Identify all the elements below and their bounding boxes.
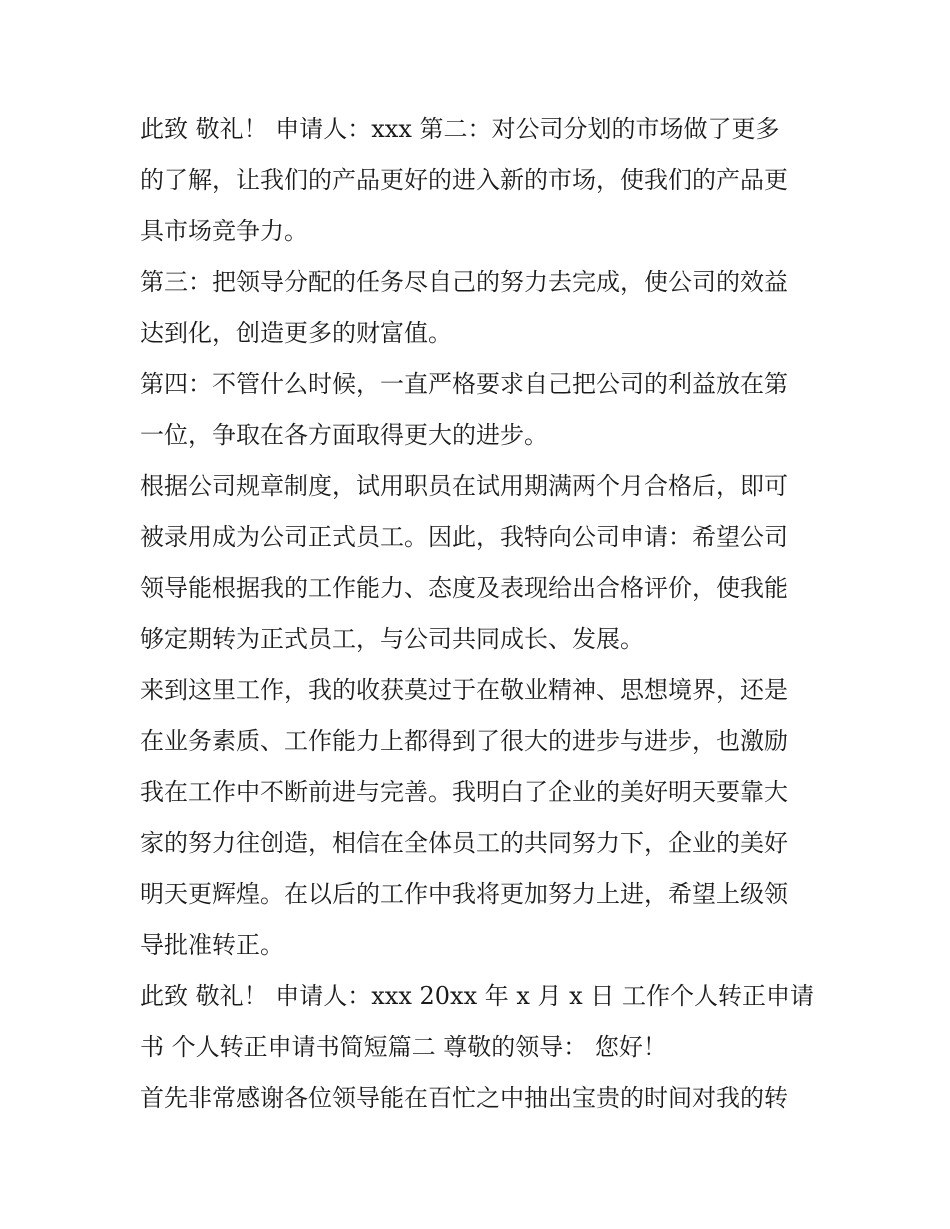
text-line: 此致 敬礼！ 申请人：xxx 20xx 年 x 月 x 日 工作个人转正申请 [140,982,814,1010]
paragraph-5 [140,665,820,971]
text-line: 的了解，让我们的产品更好的进入新的市场，使我们的产品更 [140,166,788,194]
text-line: 第三：把领导分配的任务尽自己的努力去完成，使公司的效益 [140,268,788,296]
text-line: 此致 敬礼！ 申请人：xxx 第二：对公司分划的市场做了更多 [140,115,780,143]
paragraph-1 [140,104,820,257]
text-line: 书 个人转正申请书简短篇二 尊敬的领导： 您好！ [140,1033,667,1061]
text-line: 导批准转正。 [140,931,284,959]
paragraph-4 [140,461,820,665]
text-line: 达到化，创造更多的财富值。 [140,319,452,347]
text-line: 在业务素质、工作能力上都得到了很大的进步与进步，也激励 [140,727,788,755]
text-line: 被录用成为公司正式员工。因此，我特向公司申请：希望公司 [140,523,788,551]
paragraph-6 [140,971,820,1073]
text-line: 首先非常感谢各位领导能在百忙之中抽出宝贵的时间对我的转 [140,1084,788,1112]
text-line: 根据公司规章制度，试用职员在试用期满两个月合格后，即可 [140,472,788,500]
document-body [140,104,820,1124]
text-line: 领导能根据我的工作能力、态度及表现给出合格评价，使我能 [140,574,788,602]
text-line: 明天更辉煌。在以后的工作中我将更加努力上进，希望上级领 [140,880,788,908]
paragraph-7 [140,1073,820,1124]
paragraph-3 [140,359,820,461]
text-line: 家的努力往创造，相信在全体员工的共同努力下，企业的美好 [140,829,788,857]
paragraph-2 [140,257,820,359]
text-line: 来到这里工作，我的收获莫过于在敬业精神、思想境界，还是 [140,676,788,704]
text-line: 具市场竞争力。 [140,217,308,245]
text-line: 第四：不管什么时候，一直严格要求自己把公司的利益放在第 [140,370,788,398]
text-line: 一位，争取在各方面取得更大的进步。 [140,421,548,449]
text-line: 我在工作中不断前进与完善。我明白了企业的美好明天要靠大 [140,778,788,806]
text-line: 够定期转为正式员工，与公司共同成长、发展。 [140,625,644,653]
